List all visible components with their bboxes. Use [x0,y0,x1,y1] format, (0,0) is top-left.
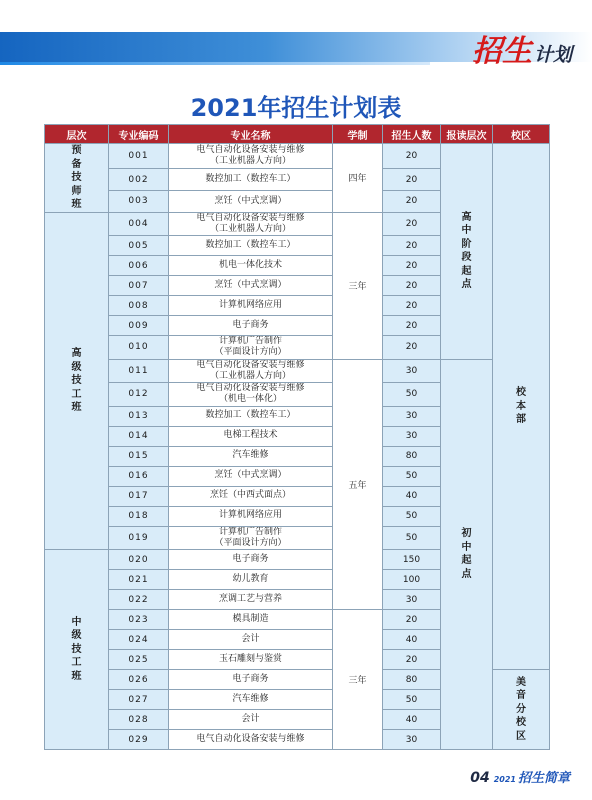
major-code-cell: 029 [109,730,169,750]
major-name-cell: 电气自动化设备安装与维修 （工业机器人方向） [169,359,333,383]
enrollment-count-cell: 50 [383,526,441,550]
major-code-cell: 006 [109,256,169,276]
duration-cell: 三年 [333,212,383,359]
major-code-cell: 012 [109,383,169,407]
column-header: 层次 [45,125,109,144]
major-name-cell: 电气自动化设备安装与维修 （工业机器人方向） [169,144,333,169]
enrollment-count-cell: 50 [383,506,441,526]
enrollment-count-cell: 30 [383,406,441,426]
enrollment-count-cell: 50 [383,383,441,407]
major-code-cell: 022 [109,590,169,610]
major-code-cell: 004 [109,212,169,236]
major-name-cell: 电气自动化设备安装与维修 [169,730,333,750]
duration-cell: 三年 [333,610,383,750]
column-header: 学制 [333,125,383,144]
footer-mark: 招生简章 [517,771,570,786]
major-code-cell: 024 [109,630,169,650]
major-code-cell: 017 [109,486,169,506]
enrollment-count-cell: 80 [383,446,441,466]
column-header: 专业名称 [169,125,333,144]
header-title [472,26,572,70]
major-name-cell: 计算机广告制作 （平面设计方向） [169,336,333,360]
page-footer [470,767,570,786]
major-name-cell: 数控加工（数控车工） [169,236,333,256]
major-name-cell: 电梯工程技术 [169,426,333,446]
major-code-cell: 018 [109,506,169,526]
major-code-cell: 013 [109,406,169,426]
class-level-cell: 中 级 技 工 班 [45,550,109,750]
major-name-cell: 模具制造 [169,610,333,630]
major-name-cell: 烹饪（中式烹调） [169,190,333,212]
enrollment-count-cell: 30 [383,359,441,383]
class-level-cell: 高 级 技 工 班 [45,212,109,550]
major-code-cell: 015 [109,446,169,466]
major-name-cell: 计算机网络应用 [169,506,333,526]
major-code-cell: 010 [109,336,169,360]
enrollment-count-cell: 50 [383,466,441,486]
major-name-cell: 数控加工（数控车工） [169,406,333,426]
class-level-cell: 预 备 技 师 班 [45,144,109,213]
major-name-cell: 会计 [169,630,333,650]
header-stripe [0,62,430,65]
major-code-cell: 014 [109,426,169,446]
major-code-cell: 001 [109,144,169,169]
major-code-cell: 027 [109,690,169,710]
column-header: 校区 [493,125,550,144]
enrollment-count-cell: 20 [383,236,441,256]
major-code-cell: 003 [109,190,169,212]
major-name-cell: 数控加工（数控车工） [169,169,333,191]
major-name-cell: 烹饪（中西式面点） [169,486,333,506]
enrollment-count-cell: 20 [383,296,441,316]
major-name-cell: 烹饪（中式烹调） [169,466,333,486]
major-code-cell: 007 [109,276,169,296]
major-code-cell: 025 [109,650,169,670]
major-code-cell: 002 [109,169,169,191]
major-name-cell: 幼儿教育 [169,570,333,590]
major-name-cell: 玉石雕刻与鉴赏 [169,650,333,670]
campus-cell: 校 本 部 [493,144,550,670]
enrollment-count-cell: 20 [383,144,441,169]
enrollment-count-cell: 20 [383,650,441,670]
enrollment-plan-table [44,124,550,750]
enrollment-count-cell: 20 [383,256,441,276]
enrollment-count-cell: 20 [383,316,441,336]
enrollment-count-cell: 30 [383,426,441,446]
column-header: 专业编码 [109,125,169,144]
enrollment-count-cell: 40 [383,630,441,650]
table-row [45,359,550,383]
major-code-cell: 016 [109,466,169,486]
table-row [45,144,550,169]
enrollment-count-cell: 20 [383,190,441,212]
enrollment-count-cell: 20 [383,276,441,296]
major-name-cell: 电子商务 [169,670,333,690]
major-name-cell: 烹调工艺与营养 [169,590,333,610]
duration-cell: 五年 [333,359,383,610]
enrollment-count-cell: 20 [383,610,441,630]
major-name-cell: 烹饪（中式烹调） [169,276,333,296]
enrollment-count-cell: 30 [383,730,441,750]
duration-cell: 四年 [333,144,383,213]
major-name-cell: 电气自动化设备安装与维修 （工业机器人方向） [169,212,333,236]
major-code-cell: 011 [109,359,169,383]
major-name-cell: 计算机网络应用 [169,296,333,316]
major-code-cell: 020 [109,550,169,570]
major-code-cell: 019 [109,526,169,550]
page-title: 2021年招生计划表 [190,94,402,122]
enrollment-count-cell: 80 [383,670,441,690]
enrollment-count-cell: 150 [383,550,441,570]
major-name-cell: 汽车维修 [169,446,333,466]
major-name-cell: 汽车维修 [169,690,333,710]
page-number: 04 [470,770,490,786]
entry-level-cell: 高 中 阶 段 起 点 [441,144,493,360]
major-code-cell: 028 [109,710,169,730]
major-name-cell: 电子商务 [169,550,333,570]
major-code-cell: 009 [109,316,169,336]
campus-cell: 美 音 分 校 区 [493,670,550,750]
enrollment-count-cell: 40 [383,710,441,730]
enrollment-count-cell: 20 [383,336,441,360]
enrollment-count-cell: 20 [383,169,441,191]
major-code-cell: 005 [109,236,169,256]
major-name-cell: 计算机广告制作 （平面设计方向） [169,526,333,550]
enrollment-count-cell: 40 [383,486,441,506]
plan-table-wrapper [44,124,550,750]
enrollment-count-cell: 50 [383,690,441,710]
major-name-cell: 机电一体化技术 [169,256,333,276]
major-code-cell: 023 [109,610,169,630]
major-code-cell: 026 [109,670,169,690]
column-header: 招生人数 [383,125,441,144]
header-title-small: 计划 [533,44,572,66]
major-name-cell: 会计 [169,710,333,730]
major-name-cell: 电气自动化设备安装与维修 （机电一体化） [169,383,333,407]
major-code-cell: 008 [109,296,169,316]
table-header-row [45,125,550,144]
entry-level-cell: 初 中 起 点 [441,359,493,750]
header-title-big: 招生 [471,34,532,69]
major-code-cell: 021 [109,570,169,590]
enrollment-count-cell: 20 [383,212,441,236]
major-name-cell: 电子商务 [169,316,333,336]
enrollment-count-cell: 30 [383,590,441,610]
enrollment-count-cell: 100 [383,570,441,590]
column-header: 报读层次 [441,125,493,144]
footer-year: 2021 [493,775,516,784]
